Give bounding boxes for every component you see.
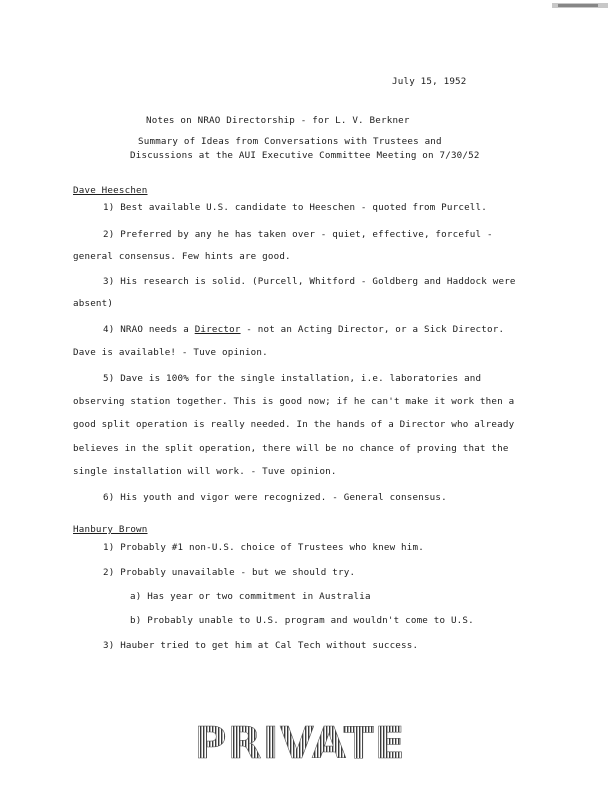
section-heading-heeschen: Dave Heeschen (73, 185, 148, 196)
heeschen-item-4-suffix: - not an Acting Director, or a Sick Director. (240, 324, 505, 335)
heeschen-item-6: 6) His youth and vigor were recognized. - General consensus. (103, 492, 447, 503)
document-subtitle-line-1: Summary of Ideas from Conversations with Trustees and (138, 136, 442, 147)
document-date: July 15, 1952 (392, 76, 467, 87)
brown-item-2b: b) Probably unable to U.S. program and wouldn't come to U.S. (130, 615, 474, 626)
heeschen-item-4-emphasis: Director (194, 324, 241, 335)
heeschen-item-3-line-1: 3) His research is solid. (Purcell, Whitford - Goldberg and Haddock were (103, 276, 516, 287)
heeschen-item-2-line-1: 2) Preferred by any he has taken over - quiet, effective, forceful - (103, 229, 493, 240)
private-stamp (194, 714, 406, 770)
heeschen-item-2-line-2: general consensus. Few hints are good. (73, 251, 291, 262)
heeschen-item-4-prefix: 4) NRAO needs a (103, 324, 195, 335)
heeschen-item-1: 1) Best available U.S. candidate to Heeschen - quoted from Purcell. (103, 202, 487, 213)
heeschen-item-5-line-1: 5) Dave is 100% for the single installation, i.e. laboratories and (103, 373, 482, 384)
heeschen-item-4-line-2: Dave is available! - Tuve opinion. (73, 347, 268, 358)
section-heading-hanbury-brown: Hanbury Brown (73, 524, 148, 535)
document-title: Notes on NRAO Directorship - for L. V. Berkner (146, 115, 410, 126)
document-subtitle-line-2: Discussions at the AUI Executive Committee Meeting on 7/30/52 (130, 150, 480, 161)
heeschen-item-4-line-1 (103, 324, 504, 336)
heeschen-item-5-line-5: single installation will work. - Tuve opinion. (73, 466, 337, 477)
brown-item-3: 3) Hauber tried to get him at Cal Tech without success. (103, 640, 419, 651)
private-stamp-text: PRIVATE (194, 718, 406, 769)
heeschen-item-3-line-2: absent) (73, 298, 114, 309)
brown-item-2: 2) Probably unavailable - but we should try. (103, 567, 356, 578)
brown-item-1: 1) Probably #1 non-U.S. choice of Trustees who knew him. (103, 542, 424, 553)
heeschen-item-5-line-2: observing station together. This is good now; if he can't make it work then a (73, 396, 515, 407)
brown-item-2a: a) Has year or two commitment in Australia (130, 591, 371, 602)
heeschen-item-5-line-4: believes in the split operation, there will be no chance of proving that the (73, 443, 509, 454)
corner-scan-mark (552, 2, 608, 10)
heeschen-item-5-line-3: good split operation is really needed. In the hands of a Director who already (73, 419, 515, 430)
